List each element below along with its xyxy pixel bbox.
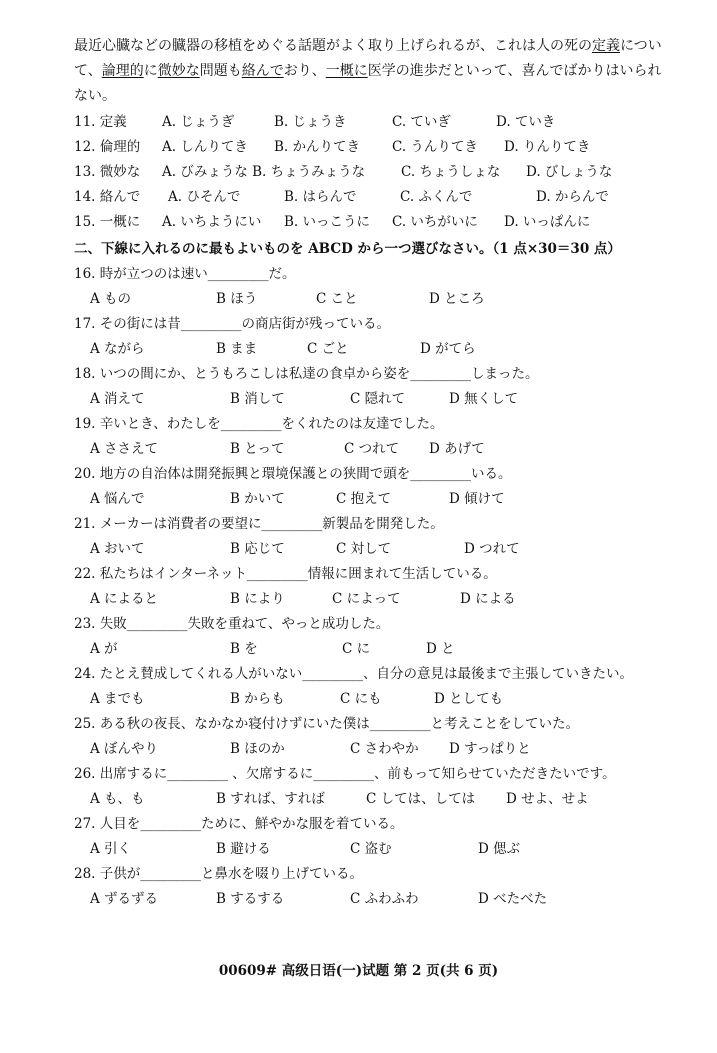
answer-options <box>74 687 679 712</box>
answer-options <box>74 887 679 912</box>
option-b: B まま <box>216 341 258 357</box>
option-a: A 引く <box>90 841 132 857</box>
option-a: A によると <box>90 591 159 607</box>
option-d: D 偲ぶ <box>478 841 521 857</box>
option-d: D. いっぱんに <box>504 214 591 230</box>
option-d: D 無くして <box>449 391 519 407</box>
option-a: A ぼんやり <box>90 741 159 757</box>
passage-text: 最近心臓などの臓器の移植をめぐる話題がよく取り上げられるが、これは人の死の <box>74 38 592 54</box>
question-stem: 28. 子供が_________と鼻水を啜り上げている。 <box>74 866 364 882</box>
option-d: D. りんりてき <box>504 139 591 155</box>
option-a: A. しんりてき <box>162 139 248 155</box>
option-c: C. ふくんで <box>400 189 473 205</box>
page-footer: 00609# 高级日语(一)试题 第 2 页(共 6 页) <box>218 963 499 979</box>
option-b: B すれば、すれば <box>216 791 325 807</box>
option-d: D 傾けて <box>449 491 505 507</box>
option-a: A. じょうぎ <box>162 114 235 130</box>
option-a: A までも <box>90 691 145 707</box>
option-c: C ふわふわ <box>350 891 419 907</box>
option-a: A. いちようにい <box>162 214 262 230</box>
underlined-word-ichigai: 一概に <box>325 63 368 79</box>
option-d: D と <box>426 641 455 657</box>
option-a: A 悩んで <box>90 491 145 507</box>
option-a: A ささえて <box>90 441 159 457</box>
option-a: A ずるずる <box>90 891 159 907</box>
option-d: D すっぱりと <box>449 741 531 757</box>
option-d: D としても <box>434 691 504 707</box>
passage-text: おり、 <box>283 63 326 79</box>
option-b: B を <box>230 641 258 657</box>
section-heading: 二、下線に入れるのに最もよいものを ABCD から一つ選びなさい。（1 点×30＝30 点） <box>74 241 621 257</box>
option-c: C. ちょうしょな <box>401 164 501 180</box>
answer-options <box>74 387 679 412</box>
question-label: 14. 絡んで <box>74 189 141 205</box>
option-b: B 避ける <box>216 841 271 857</box>
reading-passage <box>74 34 674 109</box>
question-stem: 16. 時が立つのは速い_________だ。 <box>74 266 296 282</box>
option-b: B 消して <box>230 391 285 407</box>
option-a: A. ひそんで <box>168 189 241 205</box>
answer-options <box>74 437 679 462</box>
answer-options <box>74 737 679 762</box>
option-b: B. かんりてき <box>274 139 361 155</box>
option-c: C に <box>342 641 371 657</box>
option-d: D べたべた <box>478 891 548 907</box>
option-c: C. いちがいに <box>392 214 478 230</box>
question-row <box>74 210 679 235</box>
option-c: C 隠れて <box>350 391 406 407</box>
answer-options <box>74 587 679 612</box>
answer-options <box>74 537 679 562</box>
underlined-word-karande: 絡んで <box>241 63 284 79</box>
option-a: A も、も <box>90 791 145 807</box>
option-c: C ごと <box>307 341 349 357</box>
option-d: D. びしょうな <box>526 164 613 180</box>
question-stem: 25. ある秋の夜長、なかなか寝付けずにいた僕は_________と考えことをしていた。 <box>74 716 580 732</box>
option-a: A 消えて <box>90 391 145 407</box>
question-label: 12. 倫理的 <box>74 139 141 155</box>
answer-options <box>74 287 679 312</box>
answer-options <box>74 787 679 812</box>
option-c: C にも <box>340 691 382 707</box>
option-c: C しては、しては <box>366 791 476 807</box>
passage-text: 問題も <box>199 63 242 79</box>
option-b: B. いっこうに <box>284 214 371 230</box>
passage-text: に <box>143 63 158 79</box>
question-stem: 24. たとえ賛成してくれる人がいない_________、自分の意見は最後まで主張していきたい。 <box>74 666 634 682</box>
option-c: C 盗む <box>350 841 392 857</box>
option-c: C 抱えて <box>336 491 392 507</box>
option-d: D. からんで <box>536 189 609 205</box>
option-b: B 応じて <box>230 541 285 557</box>
answer-options <box>74 837 679 862</box>
question-label: 13. 微妙な <box>74 164 141 180</box>
option-d: D. ていき <box>496 114 556 130</box>
option-b: B かいて <box>230 491 285 507</box>
option-a: A が <box>90 641 118 657</box>
option-b: B するする <box>216 891 285 907</box>
option-a: A ながら <box>90 341 145 357</box>
option-d: D がてら <box>420 341 476 357</box>
option-b: B ほのか <box>230 741 285 757</box>
option-c: C. ていぎ <box>392 114 451 130</box>
option-b: B ほう <box>216 291 258 307</box>
option-b: B により <box>230 591 285 607</box>
question-stem: 19. 辛いとき、わたしを_________をくれたのは友達でした。 <box>74 416 444 432</box>
underlined-word-teigi: 定義 <box>592 38 620 54</box>
question-stem: 20. 地方の自治体は開発振興と環境保護との狭間で頭を_________いる。 <box>74 466 512 482</box>
answer-options <box>74 487 679 512</box>
question-row <box>74 185 679 210</box>
option-b: B. じょうき <box>274 114 347 130</box>
option-c: C 対して <box>336 541 392 557</box>
option-c: C つれて <box>344 441 400 457</box>
question-stem: 23. 失敗_________失敗を重ねて、やっと成功した。 <box>74 616 390 632</box>
option-d: D あげて <box>429 441 485 457</box>
option-a: A おいて <box>90 541 145 557</box>
option-d: D による <box>460 591 516 607</box>
option-d: D せよ、せよ <box>506 791 589 807</box>
option-b: B からも <box>230 691 285 707</box>
question-row <box>74 135 679 160</box>
underlined-word-bimyou: 微妙な <box>157 63 200 79</box>
option-c: C によって <box>332 591 401 607</box>
option-c: C. うんりてき <box>392 139 478 155</box>
question-stem: 17. その街には昔_________の商店街が残っている。 <box>74 316 391 332</box>
question-stem: 21. メーカーは消費者の要望に_________新製品を開発した。 <box>74 516 444 532</box>
option-a: A もの <box>90 291 132 307</box>
option-d: D ところ <box>429 291 485 307</box>
passage-text: 医学の進歩だといって、喜んでばかりはいられない。 <box>74 63 662 104</box>
option-a: A. びみょうな B. ちょうみょうな <box>162 164 366 180</box>
question-stem: 18. いつの間にか、とうもろこしは私達の食卓から姿を_________しまった。 <box>74 366 539 382</box>
question-label: 11. 定義 <box>74 114 127 130</box>
question-row <box>74 160 679 185</box>
question-stem: 27. 人目を_________ために、鮮やかな服を着ている。 <box>74 816 404 832</box>
answer-options <box>74 337 679 362</box>
option-b: B とって <box>230 441 285 457</box>
question-stem: 22. 私たちはインターネット_________情報に囲まれて生活している。 <box>74 566 497 582</box>
question-stem: 26. 出席するに_________ 、欠席するに_________、前もって知らせていただきたいです。 <box>74 766 616 782</box>
question-label: 15. 一概に <box>74 214 141 230</box>
option-d: D つれて <box>464 541 520 557</box>
passage-text: について、 <box>74 38 662 79</box>
underlined-word-ronriteki: 論理的 <box>101 63 144 79</box>
option-c: C さわやか <box>350 741 419 757</box>
option-c: C こと <box>316 291 358 307</box>
answer-options <box>74 637 679 662</box>
question-row <box>74 110 679 135</box>
option-b: B. はらんで <box>284 189 357 205</box>
